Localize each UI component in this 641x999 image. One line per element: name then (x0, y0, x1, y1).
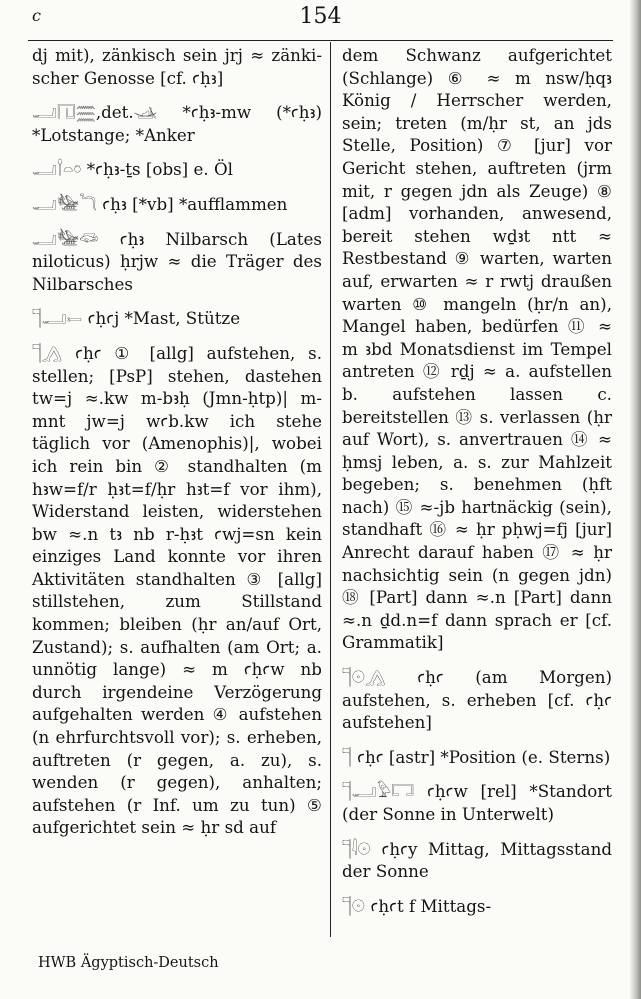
entry-ahaw-aufflammen: 𓂝𓅋𓆓 ꜥḥꜣ [*vb] *aufflammen (32, 193, 288, 214)
page-edge-shadow (629, 0, 641, 999)
entry-ahaw-nilbarsch: 𓂝𓅋𓆛 ꜥḥꜣ Nilbarsch (Lates niloticus) ḥrjw ≈ die Träger des Nilbarsches (32, 228, 322, 294)
left-column (32, 44, 322, 839)
header-rule (28, 40, 613, 41)
entry-ahat-mittags: 𓊹𓇳 ꜥḥꜥt f Mittags- (342, 895, 492, 916)
right-column (342, 44, 612, 917)
entry-ahay-mittag: 𓊹𓇋𓇳 ꜥḥꜥy Mittag, Mittagsstand der Sonne (342, 838, 612, 882)
entry-ahaw-standort: 𓊹𓂝𓅱𓉐 ꜥḥꜥw [rel] *Standort (der Sonne in Unterwelt) (342, 781, 612, 824)
entry-aha-position: 𓊹 ꜥḥꜥ [astr] *Position (e. Sterns) (342, 746, 611, 767)
corner-letter: c (32, 6, 41, 25)
footer-book-title: HWB Ägyptisch-Deutsch (38, 955, 219, 971)
entry-aha-continuation: dem Schwanz aufgerichtet (Schlange) ⑥ ≈ m nsw/ḥqꜣ König / Herrscher werden, sein; treten (m/ḥr st, an jds Stelle, Position) ⑦ [jur] vor Gericht stehen, auftreten (jrm mit, r gegen jdn als Zeuge) ⑧ [adm] vorhanden, anwesend, bereit stehen wḏꜣt ntt ≈ Restbestand ⑨ warten, warten auf, erwarten ≈ r rwtj draußen warten ⑩ mangeln (ḥr/n an), Mangel haben, bedürfen ⑪ ≈ m ꜣbd Monatsdienst im Tempel antreten ⑫ rḏj ≈ a. aufstellen b. aufstehen lassen c. bereitstellen ⑬ s. verlassen (ḥr auf Wort), s. anvertrauen ⑭ ≈ ḥmsj leben, a. s. zur Mahlzeit begeben; s. benehmen (ḥft nach) ⑮ ≈-jb hartnäckig (sein), standhaft ⑯ ≈ ḥr pḥwj=fj [jur] Anrecht darauf haben ⑰ ≈ ḥr nachsichtig sein (n gegen jdn) ⑱ [Part] dann ≈.n [Part] dann ≈.n ḏd.n=f dann sprach er [cf. Grammatik] (342, 45, 612, 653)
entry-aha-aufstehen: 𓊹𓂻 ꜥḥꜥ ① [allg] aufstehen, s. stellen; [PsP] stehen, dastehen tw=j ≈.kw m-bꜣḥ (Jmn-ḥtp)| m-mnt jw=j wꜥb.kw ich stehe täglich vor (Amenophis)|, wobei ich rein bin ② standhalten (m hꜣw=f/r ḥꜣt=f/ḥr hꜣt=f vor ihm), Widerstand leisten, widerstehen bw ≈.n tꜣ nb r-ḥꜣt ꜥwj=sn kein einziges Land konnte vor ihren Aktivitäten standhalten ③ [allg] stillstehen, zum Stillstand kommen; bleiben (ḥr an/auf Ort, Zustand); s. aufhalten (am Ort; a. unnötig lange) ≈ m ꜥḥꜥw nb durch irgendeine Verzögerung aufgehalten werden ④ aufstehen (n ehrfurchtsvoll vor); s. erheben, auftreten (r gegen, a. zu), s. wenden (r gegen), anhalten; aufstehen (r Inf. um zu tun) ⑤ aufgerichtet sein ≈ ḥr sd auf (32, 342, 322, 838)
entry-ahaj-mast: 𓊹𓂝𓍿 ꜥḥꜥj *Mast, Stütze (32, 308, 241, 329)
entry-ahaw-ts: 𓂝𓌉𓏏𓏌 *ꜥḥꜣ-ṯs [obs] e. Öl (32, 159, 234, 180)
entry-continuation: dj mit), zänkisch sein jrj ≈ zänkischer Genosse [cf. ꜥḥꜣ] (32, 45, 322, 88)
column-divider (330, 42, 331, 937)
entry-aha-morgen: 𓊹𓇳𓂻 ꜥḥꜥ (am Morgen) aufstehen, s. erheben [cf. ꜥḥꜥ aufstehen] (342, 667, 612, 733)
page-number: 154 (299, 4, 342, 29)
entry-ahaw-mw: 𓂝𓉔𓈗,det.𓊛 *ꜥḥꜣ-mw (*ꜥḥꜣ) *Lotstange; *Anker (32, 102, 322, 145)
